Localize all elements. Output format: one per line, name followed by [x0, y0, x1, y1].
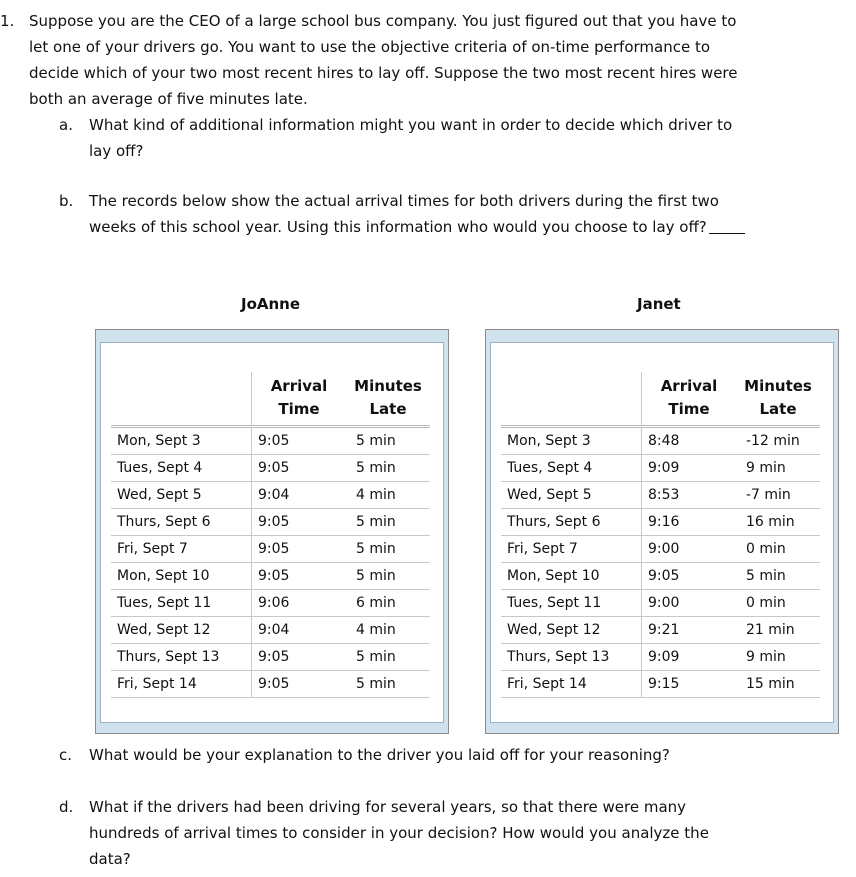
cell-date: Wed, Sept 5 [501, 482, 642, 509]
part-a-label: a. [59, 116, 73, 134]
header-date [111, 372, 252, 427]
table-row [111, 617, 430, 644]
table-row [501, 455, 820, 482]
cell-date: Fri, Sept 14 [501, 671, 642, 698]
cell-date: Thurs, Sept 6 [501, 509, 642, 536]
cell-minutes-late: 5 min [346, 671, 430, 698]
table-row [111, 427, 430, 455]
cell-date: Tues, Sept 4 [501, 455, 642, 482]
question-line-2: let one of your drivers go. You want to use the objective criteria of on-time performance to [29, 38, 711, 56]
cell-date: Tues, Sept 4 [111, 455, 252, 482]
part-c-line-1: What would be your explanation to the driver you laid off for your reasoning? [89, 746, 670, 764]
cell-arrival-time: 8:53 [642, 482, 737, 509]
question-number: 1. [0, 12, 15, 30]
cell-date: Mon, Sept 3 [501, 427, 642, 455]
part-a-line-1: What kind of additional information might you want in order to decide which driver to [89, 116, 733, 134]
cell-arrival-time: 9:09 [642, 644, 737, 671]
table-row [501, 644, 820, 671]
answer-blank[interactable] [709, 233, 745, 234]
cell-minutes-late: 0 min [736, 590, 820, 617]
question-line-3: decide which of your two most recent hires to lay off. Suppose the two most recent hires were [29, 64, 738, 82]
cell-date: Wed, Sept 12 [501, 617, 642, 644]
cell-date: Fri, Sept 14 [111, 671, 252, 698]
cell-minutes-late: 5 min [346, 509, 430, 536]
cell-minutes-late: -12 min [736, 427, 820, 455]
janet-table-frame [485, 329, 839, 734]
table-row [111, 455, 430, 482]
cell-date: Fri, Sept 7 [501, 536, 642, 563]
table-row [501, 427, 820, 455]
joanne-table-panel [100, 342, 444, 723]
cell-minutes-late: 5 min [736, 563, 820, 590]
table-row [111, 563, 430, 590]
cell-minutes-late: 6 min [346, 590, 430, 617]
cell-minutes-late: 0 min [736, 536, 820, 563]
cell-arrival-time: 9:05 [252, 671, 347, 698]
cell-arrival-time: 9:04 [252, 617, 347, 644]
cell-date: Wed, Sept 12 [111, 617, 252, 644]
cell-arrival-time: 9:05 [252, 536, 347, 563]
table-row [111, 509, 430, 536]
cell-minutes-late: 4 min [346, 617, 430, 644]
cell-date: Tues, Sept 11 [501, 590, 642, 617]
janet-table [501, 372, 820, 698]
cell-date: Fri, Sept 7 [111, 536, 252, 563]
part-d-line-3: data? [89, 850, 131, 868]
cell-date: Mon, Sept 10 [111, 563, 252, 590]
header-date [501, 372, 642, 427]
table-row [501, 590, 820, 617]
driver-name-janet: Janet [637, 295, 681, 313]
cell-minutes-late: 9 min [736, 644, 820, 671]
cell-minutes-late: 5 min [346, 536, 430, 563]
cell-arrival-time: 9:00 [642, 536, 737, 563]
cell-arrival-time: 8:48 [642, 427, 737, 455]
part-c-label: c. [59, 746, 73, 764]
cell-minutes-late: 5 min [346, 644, 430, 671]
cell-arrival-time: 9:05 [642, 563, 737, 590]
cell-arrival-time: 9:04 [252, 482, 347, 509]
cell-arrival-time: 9:05 [252, 427, 347, 455]
cell-arrival-time: 9:09 [642, 455, 737, 482]
cell-arrival-time: 9:05 [252, 644, 347, 671]
cell-minutes-late: 5 min [346, 427, 430, 455]
cell-minutes-late: 5 min [346, 563, 430, 590]
table-row [501, 509, 820, 536]
part-a-line-2: lay off? [89, 142, 144, 160]
cell-minutes-late: -7 min [736, 482, 820, 509]
cell-minutes-late: 5 min [346, 455, 430, 482]
part-b-label: b. [59, 192, 74, 210]
table-row [501, 482, 820, 509]
cell-minutes-late: 4 min [346, 482, 430, 509]
table-row [111, 644, 430, 671]
cell-arrival-time: 9:05 [252, 563, 347, 590]
table-row [111, 590, 430, 617]
joanne-table-frame [95, 329, 449, 734]
question-line-1: Suppose you are the CEO of a large school bus company. You just figured out that you have to [29, 12, 737, 30]
cell-arrival-time: 9:05 [252, 455, 347, 482]
question-line-4: both an average of five minutes late. [29, 90, 308, 108]
table-row [501, 671, 820, 698]
cell-arrival-time: 9:16 [642, 509, 737, 536]
cell-minutes-late: 9 min [736, 455, 820, 482]
cell-date: Wed, Sept 5 [111, 482, 252, 509]
header-arrival-time: Arrival Time [642, 372, 737, 427]
part-d-label: d. [59, 798, 74, 816]
joanne-table [111, 372, 430, 698]
table-header-row [111, 372, 430, 427]
cell-arrival-time: 9:15 [642, 671, 737, 698]
cell-date: Tues, Sept 11 [111, 590, 252, 617]
table-row [111, 482, 430, 509]
cell-date: Mon, Sept 3 [111, 427, 252, 455]
part-d-line-2: hundreds of arrival times to consider in your decision? How would you analyze the [89, 824, 709, 842]
table-row [111, 671, 430, 698]
table-row [501, 536, 820, 563]
header-minutes-late: Minutes Late [354, 377, 422, 418]
cell-minutes-late: 21 min [736, 617, 820, 644]
table-row [111, 536, 430, 563]
cell-date: Thurs, Sept 13 [111, 644, 252, 671]
table-row [501, 617, 820, 644]
part-b-line-1: The records below show the actual arrival times for both drivers during the first two [89, 192, 719, 210]
cell-minutes-late: 15 min [736, 671, 820, 698]
part-b-line-2: weeks of this school year. Using this information who would you choose to lay off? [89, 218, 707, 236]
part-b-line-2-wrap [89, 217, 745, 237]
table-header-row [501, 372, 820, 427]
cell-minutes-late: 16 min [736, 509, 820, 536]
driver-name-joanne: JoAnne [241, 295, 301, 313]
cell-arrival-time: 9:21 [642, 617, 737, 644]
header-minutes-late: Minutes Late [744, 377, 812, 418]
janet-table-panel [490, 342, 834, 723]
header-arrival-time: Arrival Time [252, 372, 347, 427]
cell-arrival-time: 9:06 [252, 590, 347, 617]
cell-date: Thurs, Sept 13 [501, 644, 642, 671]
part-d-line-1: What if the drivers had been driving for several years, so that there were many [89, 798, 687, 816]
cell-date: Mon, Sept 10 [501, 563, 642, 590]
cell-date: Thurs, Sept 6 [111, 509, 252, 536]
cell-arrival-time: 9:00 [642, 590, 737, 617]
cell-arrival-time: 9:05 [252, 509, 347, 536]
table-row [501, 563, 820, 590]
